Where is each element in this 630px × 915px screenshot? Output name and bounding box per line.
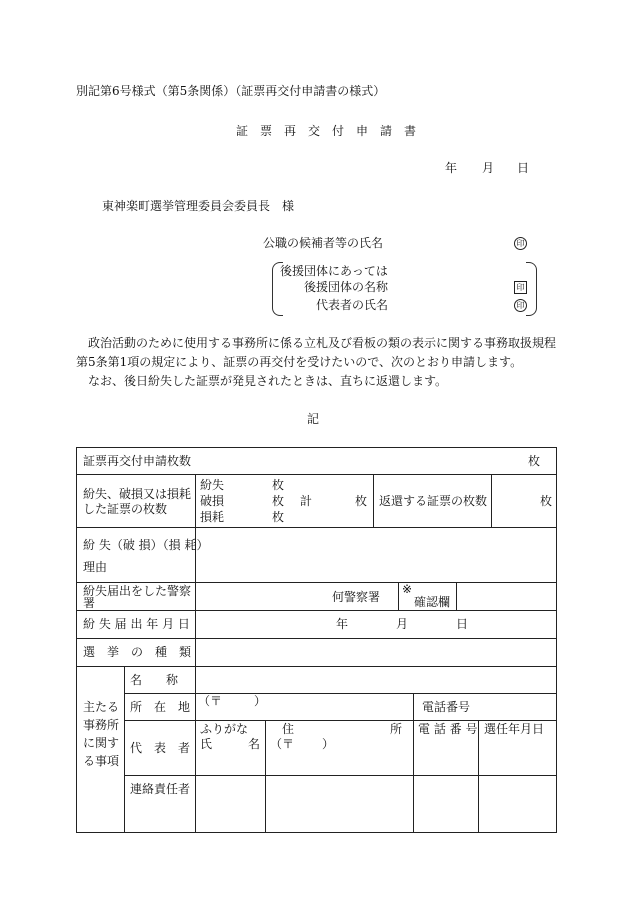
damaged-label: 破損 bbox=[200, 494, 225, 508]
date-month: 月 bbox=[482, 161, 495, 175]
rep-postal-open: （〒 bbox=[270, 737, 295, 751]
addressee: 東神楽町選挙管理委員会委員長 様 bbox=[102, 199, 295, 213]
seal-mark-representative: 印 bbox=[514, 299, 527, 312]
furigana-label: ふりがな bbox=[200, 722, 249, 736]
support-name-label: 後援団体の名称 bbox=[304, 280, 389, 294]
office-location-label: 所 在 地 bbox=[130, 700, 191, 714]
lost-count-label-b: した証票の枚数 bbox=[83, 502, 168, 516]
worn-unit: 枚 bbox=[272, 510, 285, 524]
report-month: 月 bbox=[396, 617, 409, 631]
lost-label: 紛失 bbox=[200, 478, 225, 492]
seal-mark-support: 印 bbox=[514, 281, 527, 294]
ki-mark: 記 bbox=[307, 412, 320, 426]
office-postal-close: ） bbox=[254, 694, 267, 708]
office-group-line2: 事務所 bbox=[83, 718, 120, 732]
return-count-label: 返還する証票の枚数 bbox=[379, 494, 488, 508]
report-year: 年 bbox=[336, 617, 349, 631]
appointed-date-label: 選任年月日 bbox=[484, 722, 545, 736]
candidate-label: 公職の候補者等の氏名 bbox=[263, 236, 384, 250]
lost-count-label-a: 紛失、破損又は損耗 bbox=[83, 487, 192, 501]
office-phone-label: 電話番号 bbox=[422, 700, 471, 714]
police-label-a: 紛失届出をした警察 bbox=[83, 584, 192, 598]
lost-unit: 枚 bbox=[272, 478, 285, 492]
shimei-label: 氏 名 bbox=[200, 737, 261, 751]
damaged-unit: 枚 bbox=[272, 494, 285, 508]
date-day: 日 bbox=[517, 161, 530, 175]
office-group-line1: 主たる bbox=[83, 700, 120, 714]
confirm-label: 確認欄 bbox=[414, 595, 451, 609]
total-label: 計 bbox=[300, 494, 313, 508]
support-intro: 後援団体にあっては bbox=[280, 264, 388, 278]
office-group-line3: に関す bbox=[83, 736, 120, 750]
representative-row-label: 代 表 者 bbox=[130, 741, 191, 755]
right-bracket bbox=[526, 262, 537, 316]
document-title: 証 票 再 交 付 申 請 書 bbox=[236, 124, 417, 138]
office-postal-open: （〒 bbox=[198, 694, 223, 708]
office-group-line4: る事項 bbox=[83, 754, 120, 768]
body-paragraph-1: 政治活動のために使用する事務所に係る立札及び看板の類の表示に関する事務取扱規程第5条第1項の規定により、証票の再交付を受けたいので、次のとおり申請します。 bbox=[76, 336, 557, 369]
confirm-mark: ※ bbox=[402, 582, 413, 596]
total-unit: 枚 bbox=[355, 494, 368, 508]
form-label: 別記第6号様式（第5条関係）（証票再交付申請書の様式） bbox=[76, 84, 386, 98]
rep-phone-label: 電 話 番 号 bbox=[418, 722, 478, 736]
date-year: 年 bbox=[445, 161, 458, 175]
representative-label: 代表者の氏名 bbox=[316, 298, 389, 312]
rep-address-label: 住 所 bbox=[282, 722, 403, 736]
report-day: 日 bbox=[456, 617, 469, 631]
report-date-label: 紛 失 届 出 年 月 日 bbox=[83, 617, 190, 631]
office-name-label: 名 称 bbox=[130, 673, 179, 687]
reason-label-b: 理由 bbox=[83, 560, 108, 574]
election-type-label: 選 挙 の 種 類 bbox=[83, 645, 192, 659]
police-label-b: 署 bbox=[83, 596, 96, 610]
seal-mark-candidate: 印 bbox=[514, 237, 527, 250]
reason-label-a: 紛 失（破 損）（損 耗） bbox=[83, 538, 209, 552]
reissue-count-label: 証票再交付申請枚数 bbox=[83, 454, 192, 468]
contact-person-label: 連絡責任者 bbox=[130, 782, 191, 796]
police-station: 何警察署 bbox=[332, 590, 381, 604]
body-paragraph-2: なお、後日紛失した証票が発見されたときは、直ちに返還します。 bbox=[88, 374, 448, 388]
reissue-count-unit: 枚 bbox=[528, 454, 541, 468]
worn-label: 損耗 bbox=[200, 510, 225, 524]
return-count-unit: 枚 bbox=[540, 494, 553, 508]
rep-postal-close: ） bbox=[322, 737, 335, 751]
